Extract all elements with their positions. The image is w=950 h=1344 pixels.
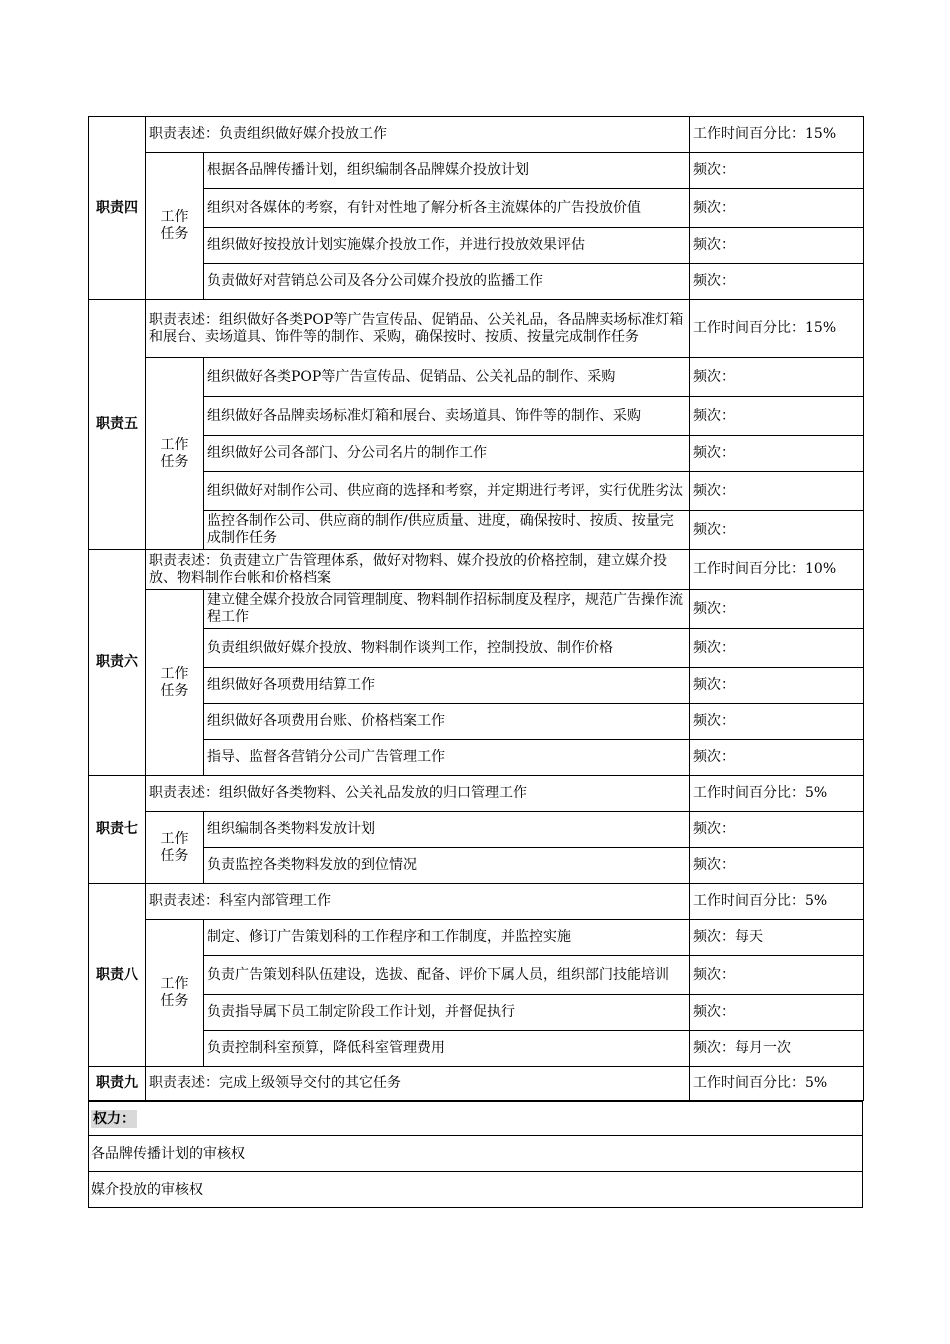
- frequency-cell: [690, 1031, 864, 1067]
- frequency-cell: [690, 740, 864, 776]
- task-text: 组织编制各类物料发放计划: [204, 812, 690, 848]
- frequency-label: 频次：: [693, 749, 735, 765]
- frequency-label: 频次：: [693, 199, 735, 216]
- frequency-label: 频次：: [693, 713, 735, 729]
- task-text: 负责组织做好媒介投放、物料制作谈判工作，控制投放、制作价格: [204, 629, 690, 668]
- frequency-cell: [690, 358, 864, 397]
- task-row: [89, 668, 864, 704]
- frequency-label: 频次：: [693, 407, 735, 424]
- duty-description: 职责表述：科室内部管理工作: [146, 884, 690, 920]
- time-percentage-cell: [690, 1067, 864, 1101]
- task-text: 指导、监督各营销分公司广告管理工作: [204, 740, 690, 776]
- frequency-cell: [690, 668, 864, 704]
- duty-row: [89, 884, 864, 920]
- frequency-label: 频次：: [693, 162, 735, 178]
- frequency-label: 频次：: [693, 273, 735, 289]
- frequency-cell: [690, 956, 864, 995]
- time-label: 工作时间百分比：: [693, 893, 805, 909]
- frequency-label: 频次：: [693, 677, 735, 693]
- duty-row: [89, 550, 864, 590]
- task-text: 组织做好各类POP等广告宣传品、促销品、公关礼品的制作、采购: [204, 358, 690, 397]
- time-label: 工作时间百分比：: [693, 1075, 805, 1091]
- rights-item: 各品牌传播计划的审核权: [89, 1135, 863, 1171]
- time-value: 5%: [805, 893, 828, 909]
- duty-description: 职责表述：负责建立广告管理体系，做好对物料、媒介投放的价格控制，建立媒介投放、物料制作台帐和价格档案: [146, 550, 690, 590]
- task-text: 负责指导属下员工制定阶段工作计划，并督促执行: [204, 995, 690, 1031]
- frequency-label: 频次：: [693, 1004, 735, 1020]
- duty-label: 职责八: [89, 884, 146, 1067]
- work-tasks-text: 工作任务: [160, 665, 189, 699]
- time-percentage-cell: [690, 884, 864, 920]
- duties-table: [88, 116, 864, 1101]
- duty-description: 职责表述：完成上级领导交付的其它任务: [146, 1067, 690, 1101]
- rights-title: 权力：: [93, 1111, 135, 1128]
- duty-row: [89, 300, 864, 358]
- task-row: [89, 397, 864, 436]
- frequency-cell: [690, 228, 864, 264]
- task-row: [89, 436, 864, 472]
- time-value: 5%: [805, 785, 828, 801]
- work-tasks-text: 工作任务: [160, 209, 189, 242]
- task-text: 负责广告策划科队伍建设，选拔、配备、评价下属人员，组织部门技能培训: [204, 956, 690, 995]
- frequency-cell: [690, 704, 864, 740]
- task-row: [89, 995, 864, 1031]
- task-row: [89, 590, 864, 629]
- duty-row: [89, 776, 864, 812]
- frequency-cell: [690, 436, 864, 472]
- task-text: 制定、修订广告策划科的工作程序和工作制度，并监控实施: [204, 920, 690, 956]
- duty-description: 职责表述：组织做好各类POP等广告宣传品、促销品、公关礼品，各品牌卖场标准灯箱和展台、卖场道具、饰件等的制作、采购，确保按时、按质、按量完成制作任务: [146, 300, 690, 358]
- frequency-label: 频次：: [693, 521, 735, 538]
- work-tasks-text: 工作任务: [160, 976, 189, 1009]
- task-row: [89, 511, 864, 550]
- frequency-cell: [690, 189, 864, 228]
- rights-header-cell: [89, 1101, 863, 1135]
- task-text: 组织做好对制作公司、供应商的选择和考察，并定期进行考评，实行优胜劣汰: [204, 472, 690, 511]
- task-row: [89, 153, 864, 189]
- frequency-value: 每天: [735, 929, 763, 945]
- task-row: [89, 472, 864, 511]
- frequency-cell: [690, 629, 864, 668]
- duty-label: 职责四: [89, 117, 146, 300]
- frequency-cell: [690, 812, 864, 848]
- frequency-label: 频次：: [693, 639, 735, 656]
- work-tasks-label: [146, 358, 204, 550]
- time-value: 5%: [805, 1075, 828, 1091]
- duty-label: 职责六: [89, 550, 146, 776]
- frequency-label: 频次：: [693, 237, 735, 253]
- frequency-label: 频次：: [693, 929, 735, 945]
- task-row: [89, 228, 864, 264]
- task-text: 负责做好对营销总公司及各分公司媒介投放的监播工作: [204, 264, 690, 300]
- time-label: 工作时间百分比：: [693, 785, 805, 801]
- task-text: 根据各品牌传播计划，组织编制各品牌媒介投放计划: [204, 153, 690, 189]
- work-tasks-text: 工作任务: [160, 436, 189, 470]
- task-row: [89, 812, 864, 848]
- duty-description: 职责表述：负责组织做好媒介投放工作: [146, 117, 690, 153]
- task-row: [89, 264, 864, 300]
- frequency-label: 频次：: [693, 445, 735, 461]
- task-text: 建立健全媒介投放合同管理制度、物料制作招标制度及程序，规范广告操作流程工作: [204, 590, 690, 629]
- task-text: 组织做好各项费用台账、价格档案工作: [204, 704, 690, 740]
- task-row: [89, 848, 864, 884]
- frequency-label: 频次：: [693, 966, 735, 983]
- frequency-label: 频次：: [693, 600, 735, 617]
- task-text: 组织对各媒体的考察，有针对性地了解分析各主流媒体的广告投放价值: [204, 189, 690, 228]
- frequency-label: 频次：: [693, 821, 735, 837]
- frequency-cell: [690, 995, 864, 1031]
- frequency-label: 频次：: [693, 482, 735, 499]
- job-description-sheet: [88, 116, 863, 1208]
- work-tasks-label: [146, 812, 204, 884]
- duty-label: 职责九: [89, 1067, 146, 1101]
- frequency-cell: [690, 848, 864, 884]
- rights-item: 媒介投放的审核权: [89, 1171, 863, 1207]
- frequency-label: 频次：: [693, 1040, 735, 1056]
- time-percentage-cell: [690, 550, 864, 590]
- time-value: 15%: [805, 126, 837, 142]
- duty-label: 职责七: [89, 776, 146, 884]
- frequency-cell: [690, 920, 864, 956]
- task-text: 负责监控各类物料发放的到位情况: [204, 848, 690, 884]
- frequency-value: 每月一次: [735, 1040, 791, 1056]
- work-tasks-label: [146, 153, 204, 300]
- rights-table: [88, 1100, 863, 1208]
- time-percentage-cell: [690, 300, 864, 358]
- duty-row: [89, 1067, 864, 1101]
- task-row: [89, 358, 864, 397]
- task-row: [89, 629, 864, 668]
- time-label: 工作时间百分比：: [693, 126, 805, 142]
- task-row: [89, 920, 864, 956]
- task-text: 组织做好按投放计划实施媒介投放工作，并进行投放效果评估: [204, 228, 690, 264]
- task-text: 监控各制作公司、供应商的制作/供应质量、进度，确保按时、按质、按量完成制作任务: [204, 511, 690, 550]
- task-row: [89, 704, 864, 740]
- task-row: [89, 189, 864, 228]
- task-row: [89, 956, 864, 995]
- frequency-cell: [690, 590, 864, 629]
- work-tasks-label: [146, 590, 204, 776]
- frequency-label: 频次：: [693, 857, 735, 873]
- frequency-cell: [690, 511, 864, 550]
- task-text: 组织做好各品牌卖场标准灯箱和展台、卖场道具、饰件等的制作、采购: [204, 397, 690, 436]
- frequency-cell: [690, 397, 864, 436]
- task-row: [89, 740, 864, 776]
- time-value: 15%: [805, 320, 837, 336]
- time-value: 10%: [805, 561, 837, 577]
- frequency-cell: [690, 153, 864, 189]
- time-percentage-cell: [690, 117, 864, 153]
- time-percentage-cell: [690, 776, 864, 812]
- work-tasks-label: [146, 920, 204, 1067]
- duty-row: [89, 117, 864, 153]
- task-text: 负责控制科室预算，降低科室管理费用: [204, 1031, 690, 1067]
- task-text: 组织做好公司各部门、分公司名片的制作工作: [204, 436, 690, 472]
- work-tasks-text: 工作任务: [160, 830, 189, 864]
- time-label: 工作时间百分比：: [693, 320, 805, 336]
- duty-label: 职责五: [89, 300, 146, 550]
- duty-description: 职责表述：组织做好各类物料、公关礼品发放的归口管理工作: [146, 776, 690, 812]
- task-text: 组织做好各项费用结算工作: [204, 668, 690, 704]
- task-row: [89, 1031, 864, 1067]
- time-label: 工作时间百分比：: [693, 561, 805, 577]
- frequency-label: 频次：: [693, 368, 735, 385]
- frequency-cell: [690, 264, 864, 300]
- frequency-cell: [690, 472, 864, 511]
